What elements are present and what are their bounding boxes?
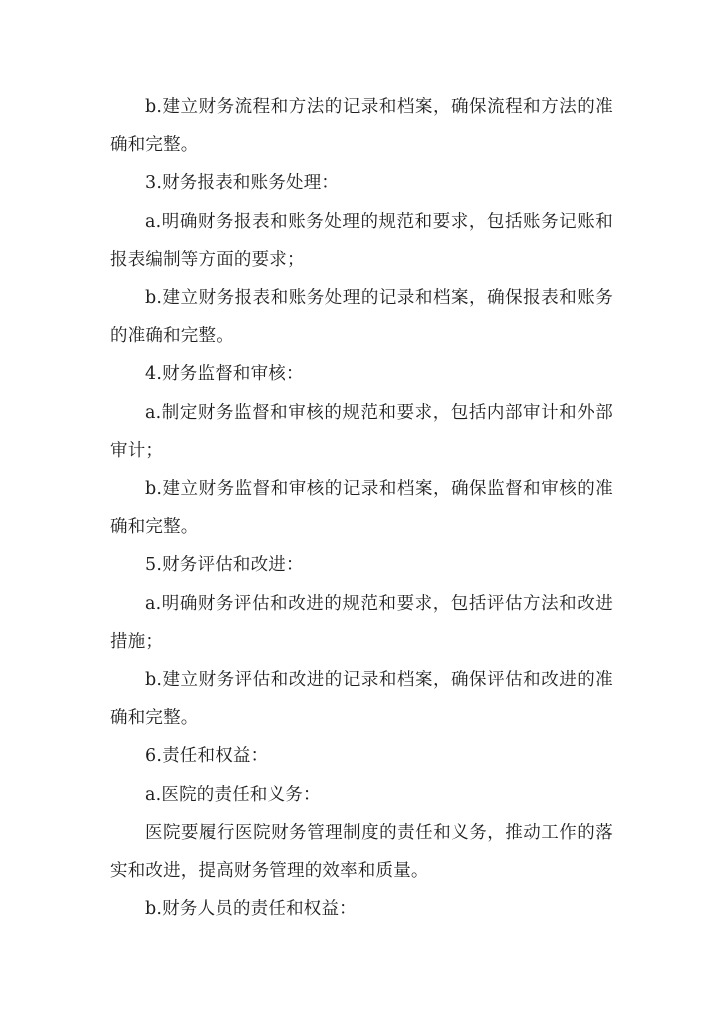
- paragraph-4a: a.制定财务监督和审核的规范和要求，包括内部审计和外部审计；: [110, 402, 613, 461]
- paragraph-6b-staff-rights: b.财务人员的责任和权益：: [145, 899, 357, 920]
- paragraph-5b: b.建立财务评估和改进的记录和档案，确保评估和改进的准确和完整。: [110, 670, 613, 729]
- paragraph-4b: b.建立财务监督和审核的记录和档案，确保监督和审核的准确和完整。: [110, 479, 613, 538]
- paragraph-6a-hospital-duties: a.医院的责任和义务：: [145, 784, 321, 805]
- paragraph-3a: a.明确财务报表和账务处理的规范和要求，包括账务记账和报表编制等方面的要求；: [110, 211, 613, 270]
- heading-6-responsibilities-rights: 6.责任和权益：: [145, 746, 269, 767]
- paragraph-3b: b.建立财务报表和账务处理的记录和档案，确保报表和账务的准确和完整。: [110, 288, 613, 347]
- heading-5-evaluation-improvement: 5.财务评估和改进：: [145, 555, 304, 576]
- paragraph-hospital-duties-detail: 医院要履行医院财务管理制度的责任和义务，推动工作的落实和改进，提高财务管理的效率和质量。: [110, 822, 613, 882]
- document-body: [110, 88, 613, 928]
- paragraph-5a: a.明确财务评估和改进的规范和要求，包括评估方法和改进措施；: [110, 593, 613, 652]
- heading-3-reports-accounting: 3.财务报表和账务处理：: [145, 173, 340, 194]
- heading-4-supervision-audit: 4.财务监督和审核：: [145, 364, 304, 385]
- paragraph-1b-process-records: b.建立财务流程和方法的记录和档案，确保流程和方法的准确和完整。: [110, 97, 613, 156]
